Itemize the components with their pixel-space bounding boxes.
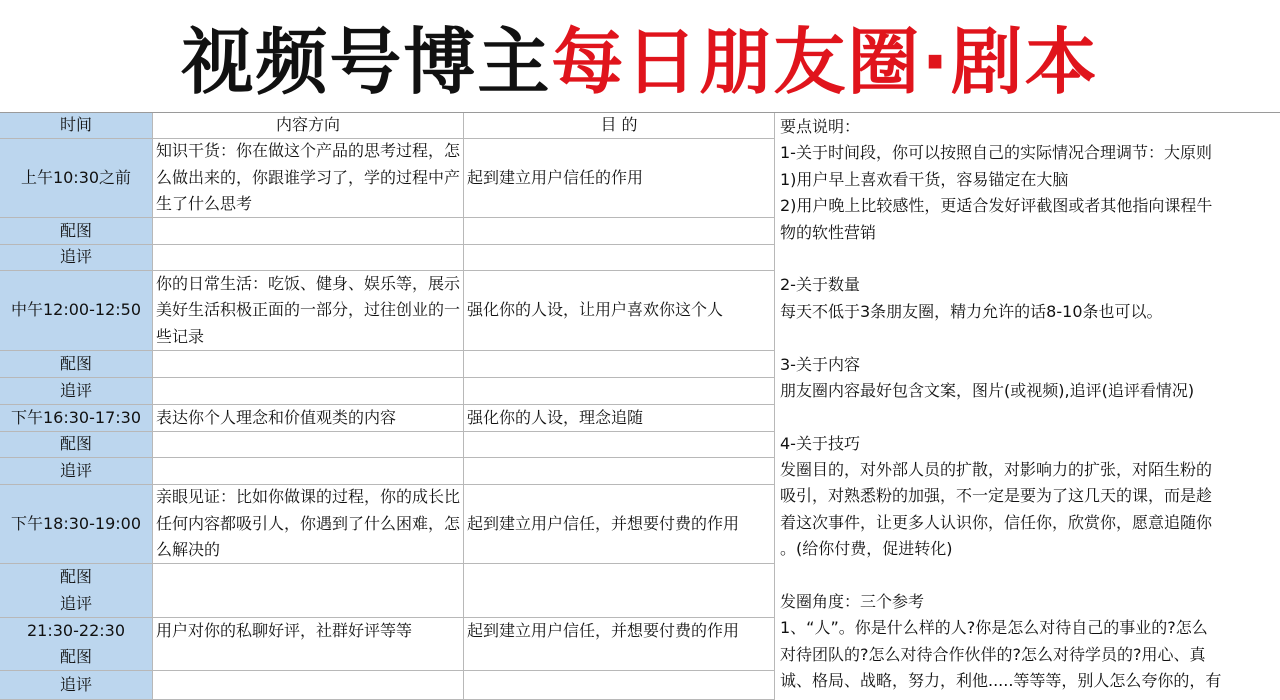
row1-content-text: 知识干货：你在做这个产品的思考过程，怎么做出来的，你跟谁学习了，学的过程中产生了什么思考 — [156, 141, 461, 214]
row3-comment-label[interactable]: 追评 — [0, 458, 153, 485]
notes-line: 每天不低于3条朋友圈，精力允许的话8-10条也可以。 — [780, 301, 1163, 321]
notes-line: 朋友圈内容最好包含文案，图片(或视频),追评(追评看情况) — [780, 380, 1195, 400]
notes-line: 1-关于时间段，你可以按照自己的实际情况合理调节：大原则 — [780, 143, 1212, 163]
notes-blank — [780, 325, 1280, 351]
row4-time[interactable]: 下午18:30-19:00 — [0, 485, 153, 564]
notes-line: 1)用户早上喜欢看干货，容易锚定在大脑 — [780, 169, 1069, 189]
notes-line: 。(给你付费，促进转化) — [780, 539, 953, 559]
row1-image-content[interactable] — [153, 218, 464, 245]
notes-blank — [780, 563, 1280, 589]
row1-image-label[interactable]: 配图 — [0, 218, 153, 245]
notes-line: 吸引，对熟悉粉的加强，不一定是要为了这几天的课，而是趁 — [780, 486, 1213, 506]
row5-content-text: 用户对你的私聊好评，社群好评等等 — [156, 621, 413, 640]
row1-content[interactable] — [153, 139, 464, 218]
row5-purpose-text: 起到建立用户信任，并想要付费的作用 — [467, 621, 740, 640]
schedule-table — [0, 112, 1280, 700]
notes-line: 诚、格局、战略，努力，利他.....等等等，别人怎么夸你的，有 — [780, 671, 1222, 691]
row2-image-purpose[interactable] — [464, 351, 775, 378]
row3-image-content[interactable] — [153, 432, 464, 458]
row4-comment-label[interactable]: 追评 — [0, 591, 153, 618]
row1-comment-label[interactable]: 追评 — [0, 245, 153, 271]
header-purpose[interactable]: 目 的 — [464, 113, 775, 139]
title-black-part: 视频号博主 — [181, 20, 552, 104]
notes-line: 1、“人”。你是什么样的人?你是怎么对待自己的事业的?怎么 — [780, 618, 1208, 638]
header-content[interactable]: 内容方向 — [153, 113, 464, 139]
notes-section-title: 2-关于数量 — [780, 275, 860, 295]
title-red-part: 每日朋友圈·剧本 — [551, 20, 1099, 104]
row1-time[interactable]: 上午10:30之前 — [0, 139, 153, 218]
row2-purpose[interactable]: 强化你的人设，让用户喜欢你这个人 — [464, 271, 775, 351]
row3-image-purpose[interactable] — [464, 432, 775, 458]
row3-comment-purpose[interactable] — [464, 458, 775, 485]
row5-comment-content[interactable] — [153, 671, 464, 700]
notes-line: 着这次事件，让更多人认识你，信任你，欣赏你，愿意追随你 — [780, 512, 1213, 532]
row4-content-text: 亲眼见证：比如你做课的过程，你的成长比任何内容都吸引人，你遇到了什么困难，怎么解决的 — [156, 487, 461, 560]
row2-content[interactable] — [153, 271, 464, 351]
notes-section-title: 3-关于内容 — [780, 354, 860, 374]
row3-purpose[interactable]: 强化你的人设，理念追随 — [464, 405, 775, 432]
notes-blank — [780, 404, 1280, 430]
row4-image-purpose[interactable] — [464, 564, 775, 618]
row4-image-label[interactable]: 配图 — [0, 564, 153, 591]
row4-content[interactable] — [153, 485, 464, 564]
row3-image-label[interactable]: 配图 — [0, 432, 153, 458]
row5-time[interactable]: 21:30-22:30 — [0, 618, 153, 645]
notes-line: 2)用户晚上比较感性，更适合发好评截图或者其他指向课程牛 — [780, 196, 1213, 216]
notes-heading: 要点说明： — [780, 117, 861, 136]
notes-line: 发圈目的，对外部人员的扩散，对影响力的扩张，对陌生粉的 — [780, 460, 1213, 480]
notes-blank — [780, 246, 1280, 272]
notes-section-title: 4-关于技巧 — [780, 433, 860, 453]
notes-panel[interactable] — [775, 113, 1280, 700]
row2-image-content[interactable] — [153, 351, 464, 378]
row4-purpose[interactable]: 起到建立用户信任，并想要付费的作用 — [464, 485, 775, 564]
row2-image-label[interactable]: 配图 — [0, 351, 153, 378]
row1-purpose[interactable]: 起到建立用户信任的作用 — [464, 139, 775, 218]
row2-comment-purpose[interactable] — [464, 378, 775, 405]
row5-purpose[interactable] — [464, 618, 775, 671]
notes-line: 对待团队的?怎么对待合作伙伴的?怎么对待学员的?用心、真 — [780, 644, 1206, 664]
header-time[interactable]: 时间 — [0, 113, 153, 139]
row3-time[interactable]: 下午16:30-17:30 — [0, 405, 153, 432]
row2-content-text: 你的日常生活：吃饭、健身、娱乐等，展示美好生活积极正面的一部分，过往创业的一些记录 — [156, 273, 461, 346]
row2-comment-content[interactable] — [153, 378, 464, 405]
row5-image-label[interactable]: 配图 — [0, 645, 153, 671]
row3-content[interactable]: 表达你个人理念和价值观类的内容 — [153, 405, 464, 432]
row2-comment-label[interactable]: 追评 — [0, 378, 153, 405]
row1-image-purpose[interactable] — [464, 218, 775, 245]
notes-section-title: 发圈角度：三个参考 — [780, 592, 925, 612]
row5-comment-purpose[interactable] — [464, 671, 775, 700]
row5-content[interactable] — [153, 618, 464, 671]
row5-comment-label[interactable]: 追评 — [0, 671, 153, 700]
row1-comment-purpose[interactable] — [464, 245, 775, 271]
page-title — [0, 0, 1280, 112]
row4-image-content[interactable] — [153, 564, 464, 618]
row3-comment-content[interactable] — [153, 458, 464, 485]
row1-comment-content[interactable] — [153, 245, 464, 271]
row2-time[interactable]: 中午12:00-12:50 — [0, 271, 153, 351]
notes-line: 物的软性营销 — [780, 222, 877, 242]
